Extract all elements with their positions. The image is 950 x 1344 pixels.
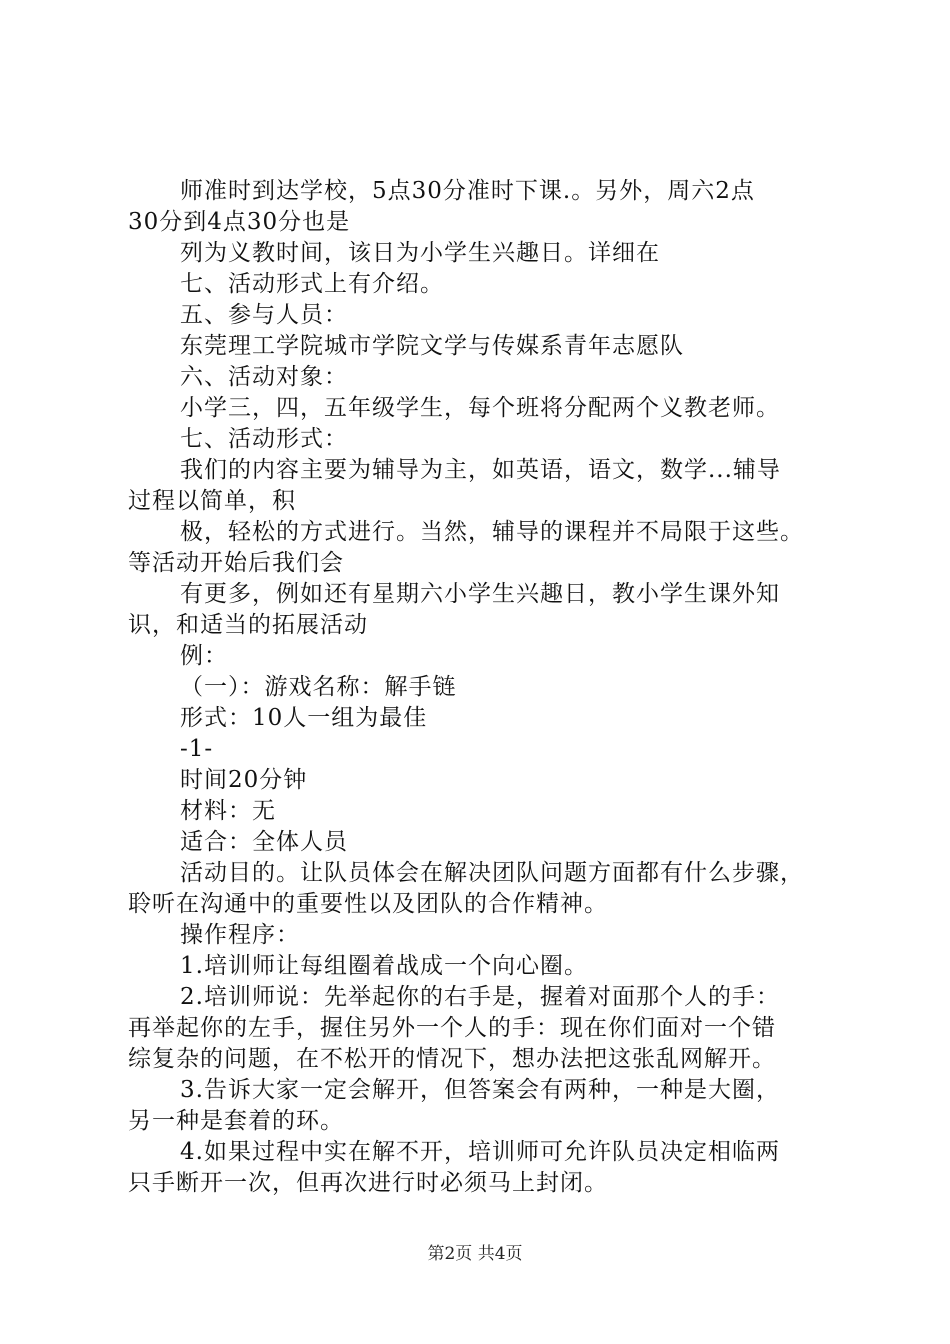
text-line: 有更多，例如还有星期六小学生兴趣日，教小学生课外知 — [180, 581, 780, 607]
text-line: -1- — [180, 736, 214, 762]
text-line: 五、参与人员： — [180, 302, 348, 328]
text-line: 极，轻松的方式进行。当然，辅导的课程并不局限于这些。 — [180, 519, 804, 545]
text-line: 1.培训师让每组圈着战成一个向心圈。 — [180, 953, 588, 979]
text-line: 小学三，四，五年级学生，每个班将分配两个义教老师。 — [180, 395, 780, 421]
text-line: 形式：10人一组为最佳 — [180, 705, 428, 731]
text-line: 4.如果过程中实在解不开，培训师可允许队员决定相临两 — [180, 1139, 780, 1165]
text-line: 识，和适当的拓展活动 — [128, 612, 368, 638]
text-line: 列为义教时间，该日为小学生兴趣日。详细在 — [180, 240, 660, 266]
text-line: 师准时到达学校，5点30分准时下课.。另外，周六2点 — [180, 178, 755, 204]
text-line: 六、活动对象： — [180, 364, 348, 390]
page-footer: 第2页 共4页 — [427, 1244, 523, 1264]
text-line: 30分到4点30分也是 — [128, 209, 351, 235]
text-line: 东莞理工学院城市学院文学与传媒系青年志愿队 — [180, 333, 684, 359]
text-line: 时间20分钟 — [180, 767, 308, 793]
text-line: 适合：全体人员 — [180, 829, 348, 855]
text-line: 3.告诉大家一定会解开，但答案会有两种，一种是大圈， — [180, 1077, 780, 1103]
text-line: 等活动开始后我们会 — [128, 550, 344, 576]
text-line: 活动目的。让队员体会在解决团队问题方面都有什么步骤， — [180, 860, 804, 886]
text-line: 七、活动形式上有介绍。 — [180, 271, 444, 297]
text-line: 我们的内容主要为辅导为主，如英语，语文，数学...辅导 — [180, 457, 781, 483]
text-line: 只手断开一次，但再次进行时必须马上封闭。 — [128, 1170, 608, 1196]
text-line: 例： — [180, 643, 228, 669]
text-line: （一）：游戏名称：解手链 — [180, 674, 457, 700]
text-line: 再举起你的左手，握住另外一个人的手：现在你们面对一个错 — [128, 1015, 776, 1041]
document-body — [128, 176, 840, 1199]
text-line: 材料：无 — [180, 798, 276, 824]
text-line: 聆听在沟通中的重要性以及团队的合作精神。 — [128, 891, 608, 917]
text-line: 2.培训师说：先举起你的右手是，握着对面那个人的手： — [180, 984, 780, 1010]
text-line: 七、活动形式： — [180, 426, 348, 452]
text-line: 操作程序： — [180, 922, 300, 948]
text-line: 综复杂的问题，在不松开的情况下，想办法把这张乱网解开。 — [128, 1046, 776, 1072]
text-line: 另一种是套着的环。 — [128, 1108, 344, 1134]
text-line: 过程以简单，积 — [128, 488, 296, 514]
